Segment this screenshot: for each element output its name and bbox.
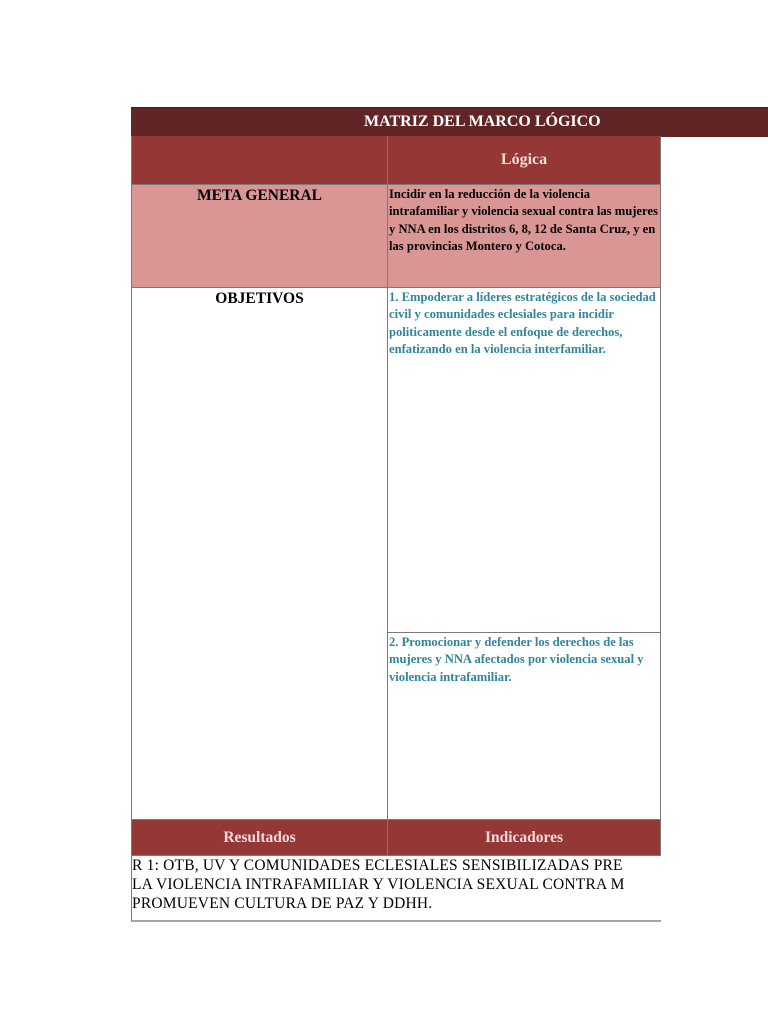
objective-2-cell [387,633,661,820]
result-r1-line: PROMUEVEN CULTURA DE PAZ Y DDHH. [132,895,433,912]
result-r1-text [132,856,661,913]
resultados-header-label: Resultados [223,829,296,846]
matrix-title: MATRIZ DEL MARCO LÓGICO [364,113,601,130]
indicadores-header-cell [387,820,661,856]
matrix-title-bar [131,107,768,137]
objective-2-text: 2. Promocionar y defender los derechos de las mujeres y NNA afectados por violencia sexual y violencia intrafamiliar. [389,635,644,684]
result-r1-row [131,856,661,922]
header-cell-left [131,136,387,185]
objetivos-label: OBJETIVOS [215,290,304,307]
header-label-logica: Lógica [500,151,548,168]
objective-1-cell [387,288,661,633]
objective-1-text: 1. Empoderar a líderes estratégicos de la sociedad civil y comunidades eclesiales para incidir politicamente desde el enfoque de derechos, enfatizando en la violencia interfamiliar. [389,290,656,356]
result-r1-line: LA VIOLENCIA INTRAFAMILIAR Y VIOLENCIA SEXUAL CONTRA M [132,876,625,893]
objetivos-label-cell [131,288,387,820]
result-r1-line: R 1: OTB, UV Y COMUNIDADES ECLESIALES SENSIBILIZADAS PRE [132,857,623,874]
meta-general-text: Incidir en la reducción de la violencia intrafamiliar y violencia sexual contra las mujeres y NNA en los distritos 6, 8, 12 de Santa Cruz, y en las provincias Montero y Cotoca. [389,187,658,253]
meta-general-label-cell [131,185,387,288]
meta-general-label: META GENERAL [196,187,323,204]
header-cell-logica [387,136,661,185]
resultados-header-cell [131,820,387,856]
indicadores-header-label: Indicadores [484,829,564,846]
meta-general-text-cell [387,185,661,288]
